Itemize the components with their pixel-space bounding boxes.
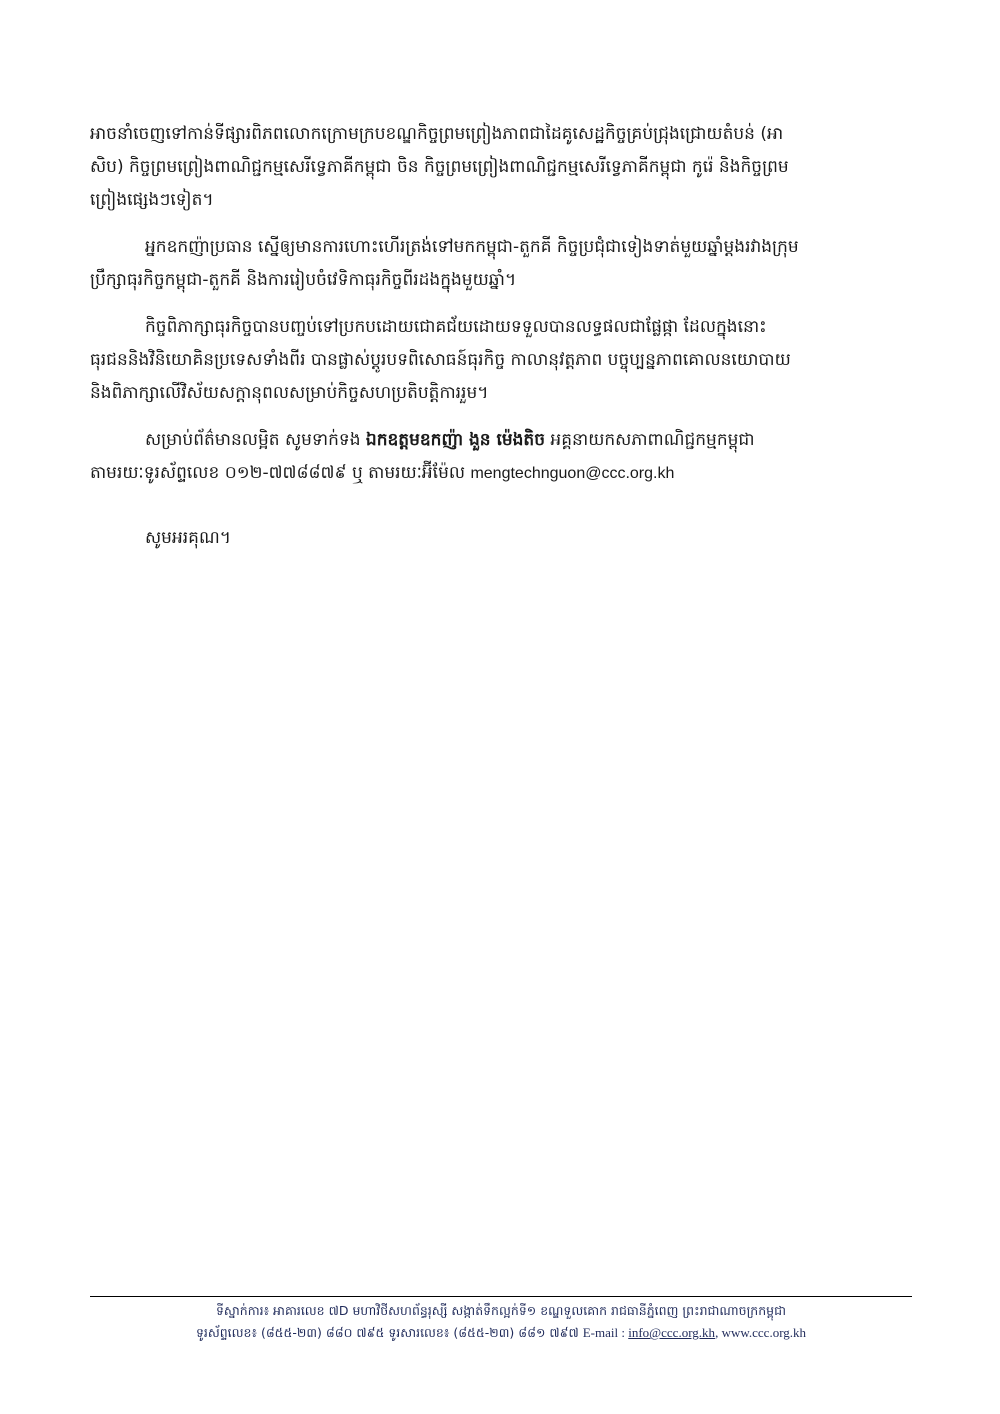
- paragraph-flights-proposal: [90, 231, 910, 297]
- footer-phone-fax: ទូរស័ព្ទលេខ៖ (៨៥៥-២៣) ៨៨០ ៧៩៥ ទូរសារលេខ៖ (៨៥៥-២៣) ៨៨១ ៧៩៧: [195, 1325, 583, 1340]
- footer-email-link[interactable]: info@ccc.org.kh: [628, 1325, 716, 1340]
- footer-address: ទីស្នាក់ការ៖ អាគារលេខ ៧D មហាវិថីសហព័ន្ធរុស្សី សង្កាត់ទឹកល្អក់ទី១ ខណ្ឌទួលគោក រាជធានីភ្នំពេញ ព្រះរាជាណាចក្រកម្ពុជា: [215, 1303, 787, 1318]
- letterhead-footer: [90, 1300, 912, 1344]
- footer-divider: [90, 1296, 912, 1297]
- text-line: សិប) កិច្ចព្រមព្រៀងពាណិជ្ជកម្មសេរីទ្វេភាគីកម្ពុជា ចិន កិច្ចព្រមព្រៀងពាណិជ្ជកម្មសេរីទ្វេភាគីកម្ពុជា កូរ៉េ និងកិច្ចព្រម: [90, 157, 789, 177]
- text-line: អាចនាំចេញទៅកាន់ទីផ្សារពិភពលោកក្រោមក្របខណ្ឌកិច្ចព្រមព្រៀងភាពជាដៃគូសេដ្ឋកិច្ចគ្រប់ជ្រុងជ្រោយតំបន់ (អា: [90, 124, 784, 144]
- closing-thanks: សូមអរគុណ។: [145, 528, 231, 548]
- text-line: និងពិភាក្សាលើវិស័យសក្តានុពលសម្រាប់កិច្ចសហប្រតិបត្តិការរួម។: [90, 383, 489, 403]
- text-line: [90, 457, 910, 490]
- contact-email[interactable]: mengtechnguon@ccc.org.kh: [470, 465, 675, 482]
- paragraph-contact: [90, 424, 910, 490]
- document-body: [90, 118, 910, 504]
- text-line: កិច្ចពិភាក្សាធុរកិច្ចបានបញ្ចប់ទៅប្រកបដោយជោគជ័យដោយទទួលបានលទ្ធផលជាផ្លែផ្កា ដែលក្នុងនោះ: [145, 317, 767, 337]
- contact-prefix: សម្រាប់ព័ត៌មានលម្អិត សូមទាក់ទង: [145, 430, 366, 450]
- contact-phone: តាមរយៈទូរស័ព្ទលេខ ០១២-៧៧៨៨៧៩ ឬ តាមរយៈអ៊ីម៉ែល: [90, 463, 471, 483]
- paragraph-discussion-result: [90, 311, 910, 410]
- footer-contact-line: [90, 1322, 912, 1344]
- contact-name: ឯកឧត្តមឧកញ៉ា ងួន ម៉េងតិច: [365, 430, 546, 450]
- contact-title: អគ្គនាយកសភាពាណិជ្ជកម្មកម្ពុជា: [545, 430, 755, 450]
- text-line: ព្រៀងផ្សេងៗទៀត។: [90, 190, 214, 210]
- text-line: ប្រឹក្សាធុរកិច្ចកម្ពុជា-តួកគី និងការរៀបចំវេទិកាធុរកិច្ចពីរដងក្នុងមួយឆ្នាំ។: [90, 270, 517, 290]
- text-line: ធុរជននិងវិនិយោគិនប្រទេសទាំងពីរ បានផ្លាស់ប្តូរបទពិសោធន៍ធុរកិច្ច កាលានុវត្តភាព បច្ចុប្បន្នភាពគោលនយោបាយ: [90, 350, 791, 370]
- paragraph-trade-agreements: [90, 118, 910, 217]
- text-line: [90, 424, 910, 457]
- footer-website[interactable]: , www.ccc.org.kh: [715, 1325, 807, 1340]
- footer-email-label: E-mail :: [582, 1325, 629, 1340]
- text-line: អ្នកឧកញ៉ាប្រធាន ស្នើឲ្យមានការហោះហើរត្រង់ទៅមកកម្ពុជា-តួកគី កិច្ចប្រជុំជាទៀងទាត់មួយឆ្នាំម្តងរវាងក្រុម: [145, 237, 799, 257]
